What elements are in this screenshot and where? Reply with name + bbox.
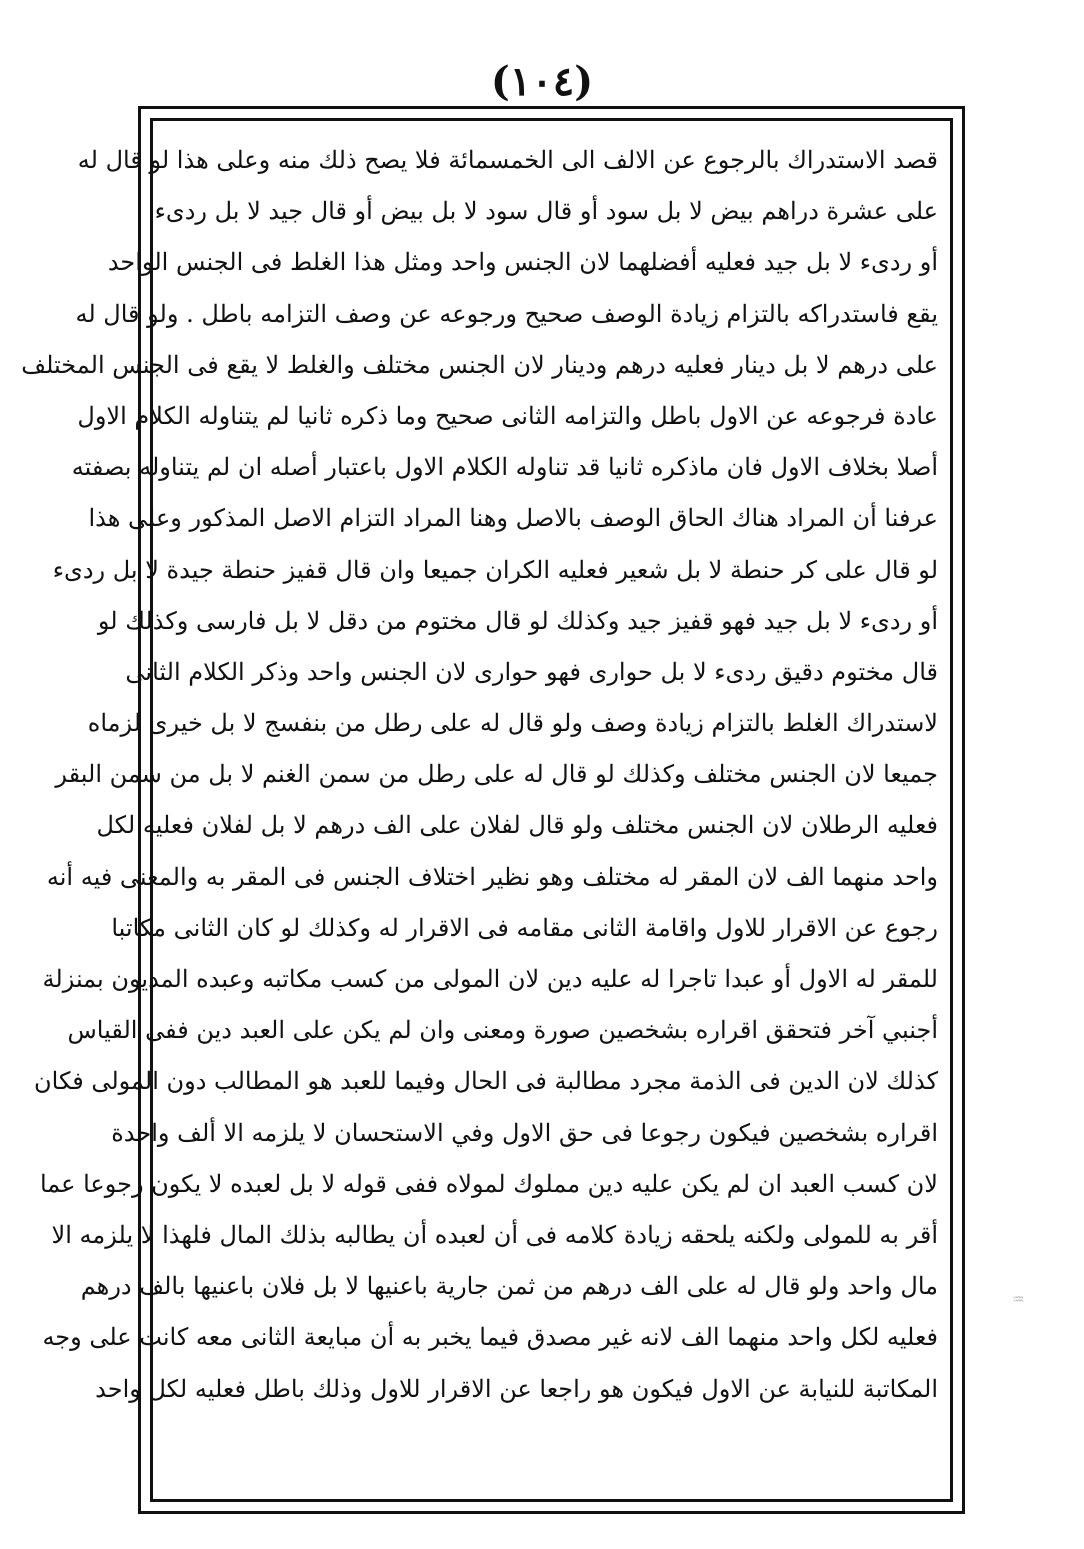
text-line: أو ردىء لا بل جيد فعليه أفضلهما لان الجنس واحد ومثل هذا الغلط فى الجنس الواحد <box>107 248 938 277</box>
text-line: على عشرة دراهم بيض لا بل سود أو قال سود لا بل بيض أو قال جيد لا بل ردىء <box>154 197 938 226</box>
text-line: المكاتبة للنيابة عن الاول فيكون هو راجعا عن الاقرار للاول وذلك باطل فعليه لكل واحد <box>95 1374 938 1403</box>
margin-mark: ♒ <box>1012 1292 1025 1308</box>
text-line: أجنبي آخر فتحقق اقراره بشخصين صورة ومعنى وان لم يكن على العبد دين ففى القياس <box>67 1016 938 1045</box>
text-line: جميعا لان الجنس مختلف وكذلك لو قال له على رطل من سمن الغنم لا بل من سمن البقر <box>55 760 938 789</box>
text-line: أو ردىء لا بل جيد فهو قفيز جيد وكذلك لو قال مختوم من دقل لا بل فارسى وكذلك لو <box>97 606 938 635</box>
page-border-outer <box>21 106 965 1514</box>
text-line: قصد الاستدراك بالرجوع عن الالف الى الخمسمائة فلا يصح ذلك منه وعلى هذا لو قال له <box>77 146 938 174</box>
text-line: فعليه لكل واحد منهما الف لانه غير مصدق فيما يخبر به أن مبايعة الثانى معه كانت على وجه <box>42 1323 938 1352</box>
text-line: اقراره بشخصين فيكون رجوعا فى حق الاول وفي الاستحسان لا يلزمه الا ألف واحدة <box>111 1118 938 1147</box>
text-line: عادة فرجوعه عن الاول باطل والتزامه الثانى صحيح وما ذكره ثانيا لم يتناوله الكلام الاول <box>77 401 938 430</box>
text-line: لان كسب العبد ان لم يكن عليه دين مملوك لمولاه ففى قوله لا بل لعبده لا يكون رجوعا عما <box>39 1169 938 1198</box>
text-line: للمقر له الاول أو عبدا تاجرا له عليه دين لان المولى من كسب مكاتبه وعبده المديون بمنزلة <box>42 965 938 993</box>
text-line: كذلك لان الدين فى الذمة مجرد مطالبة فى الحال وفيما للعبد هو المطالب دون المولى فكان <box>34 1067 938 1096</box>
text-line: أقر به للمولى ولكنه يلحقه زيادة كلامه فى أن لعبده أن يطالبه بذلك المال فلهذا لا يلزمه الا <box>51 1220 938 1249</box>
text-line: على درهم لا بل دينار فعليه درهم ودينار لان الجنس مختلف والغلط لا يقع فى الجنس المختلف <box>21 350 938 379</box>
text-line: قال مختوم دقيق ردىء لا بل حوارى فهو حوارى لان الجنس واحد وذكر الكلام الثانى <box>125 657 938 686</box>
text-line: يقع فاستدراكه بالتزام زيادة الوصف صحيح ورجوعه عن وصف التزامه باطل . ولو قال له <box>75 299 938 328</box>
text-line: مال واحد ولو قال له على الف درهم من ثمن جارية باعنيها لا بل فلان باعنيها بالف درهم <box>80 1272 938 1301</box>
page-border-inner <box>21 118 953 1502</box>
text-line: أصلا بخلاف الاول فان ماذكره ثانيا قد تناوله الكلام الاول باعتبار أصله ان لم يتناوله بصفته <box>71 453 938 482</box>
body-text <box>21 135 938 1415</box>
text-line: رجوع عن الاقرار للاول واقامة الثانى مقامه فى الاقرار له وكذلك لو كان الثانى مكاتبا <box>111 913 938 942</box>
text-line: عرفنا أن المراد هناك الحاق الوصف بالاصل وهنا المراد التزام الاصل المذكور وعلى هذا <box>88 504 938 533</box>
text-line: لاستدراك الغلط بالتزام زيادة وصف ولو قال له على رطل من بنفسج لا بل خيرى لزماه <box>87 709 938 738</box>
text-line: لو قال على كر حنطة لا بل شعير فعليه الكران جميعا وان قال قفيز حنطة جيدة لا بل ردىء <box>52 555 938 584</box>
text-line: واحد منهما الف لان المقر له مختلف وهو نظير اختلاف الجنس فى المقر به والمعنى فيه أنه <box>46 862 938 891</box>
text-line: فعليه الرطلان لان الجنس مختلف ولو قال لفلان على الف درهم لا بل لفلان فعليه لكل <box>96 811 938 840</box>
page-number: (١٠٤) <box>490 58 594 105</box>
